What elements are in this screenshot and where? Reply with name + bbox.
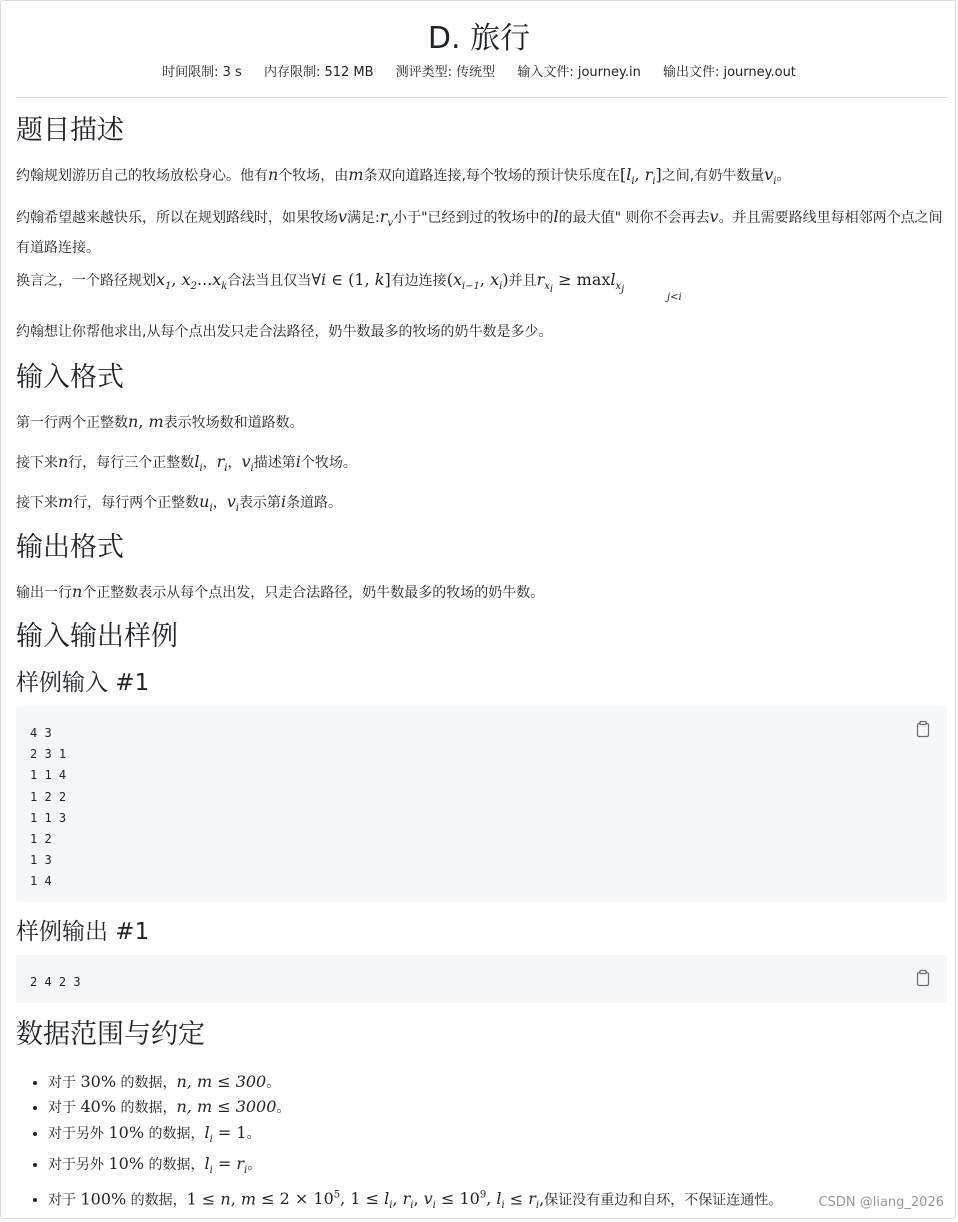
problem-meta (0, 61, 958, 80)
description-paragraph-1: 约翰规划游历自己的牧场放松身心。他有n个牧场，由m条双向道路连接,每个牧场的预计快乐度在[$l_i$, $r_i$]之间,有奶牛数量$v_i$。 (16, 165, 791, 188)
input-format-line-2: 接下来n行，每行三个正整数$l_i$，$r_i$，$v_i$描述第i个牧场。 (16, 452, 357, 475)
problem-title: D. 旅行 (427, 21, 531, 56)
constraints-list (30, 1070, 782, 1219)
constraint-item: • 对于 100% 的数据，1 ≤ n, $m \le 2 \times 10^5$, $1 \le l_i$, $r_i$, $v_i \le 10^9$, $l_i \le r_i$,保证没有重边和自环，不保证连通性。 (48, 1184, 782, 1219)
samples-heading: 输入输出样例 (16, 621, 178, 652)
description-heading: 题目描述 (16, 115, 124, 146)
divider (16, 97, 947, 98)
constraint-item: • 对于 40% 的数据，n, m ≤ 3000。 (48, 1095, 782, 1120)
sample-input-code: 4 3 2 3 1 1 1 4 1 2 2 1 1 3 1 2 1 3 1 4 (30, 726, 67, 889)
description-paragraph-3: 换言之，一个路径规划$x_1$, $x_2...x_k$合法当且仅当∀i ∈ (1, k]有边连接($x_{i-1}$, $x_i$)并且$r_{x_i} \ge \max l_{x_j}$ j<i (16, 270, 682, 303)
csdn-watermark: CSDN @liang_2026 (818, 1195, 944, 1210)
sample-output-heading: 样例输出 #1 (16, 919, 150, 945)
sample-output-block (16, 955, 947, 1003)
constraints-heading: 数据范围与约定 (16, 1019, 205, 1050)
output-format-line-1: 输出一行n个正整数表示从每个点出发，只走合法路径，奶牛数最多的牧场的奶牛数。 (16, 582, 545, 601)
sample-input-block (16, 706, 947, 902)
memory-limit: 内存限制: 512 MB (263, 65, 374, 80)
input-file: 输入文件: journey.in (517, 65, 641, 80)
time-limit: 时间限制: 3 s (162, 65, 242, 80)
constraint-item: • 对于另外 10% 的数据，$l_i = r_i$。 (48, 1152, 782, 1184)
sample-output-code: 2 4 2 3 (30, 975, 81, 989)
output-file: 输出文件: journey.out (662, 65, 796, 80)
constraint-item: • 对于 30% 的数据，n, m ≤ 300。 (48, 1070, 782, 1095)
description-paragraph-2: 约翰希望越来越快乐，所以在规划路线时，如果牧场v满足$:r_v$小于"已经到过的牧场中的l的最大值" 则你不会再去v。并且需要路线里每相邻两个点之间有道路连接。 (16, 207, 943, 257)
input-format-heading: 输入格式 (16, 362, 124, 393)
judge-type: 测评类型: 传统型 (395, 65, 496, 80)
copy-icon[interactable] (915, 720, 931, 738)
input-format-line-3: 接下来m行，每行两个正整数$u_i$，$v_i$表示第i条道路。 (16, 492, 343, 515)
copy-icon[interactable] (915, 969, 931, 987)
output-format-heading: 输出格式 (16, 532, 124, 563)
description-paragraph-4: 约翰想让你帮他求出,从每个点出发只走合法路径，奶牛数最多的牧场的奶牛数是多少。 (16, 324, 553, 340)
sample-input-heading: 样例输入 #1 (16, 670, 150, 696)
constraint-item: • 对于另外 10% 的数据，$l_i = 1$。 (48, 1121, 782, 1153)
input-format-line-1: 第一行两个正整数n, m表示牧场数和道路数。 (16, 412, 304, 431)
